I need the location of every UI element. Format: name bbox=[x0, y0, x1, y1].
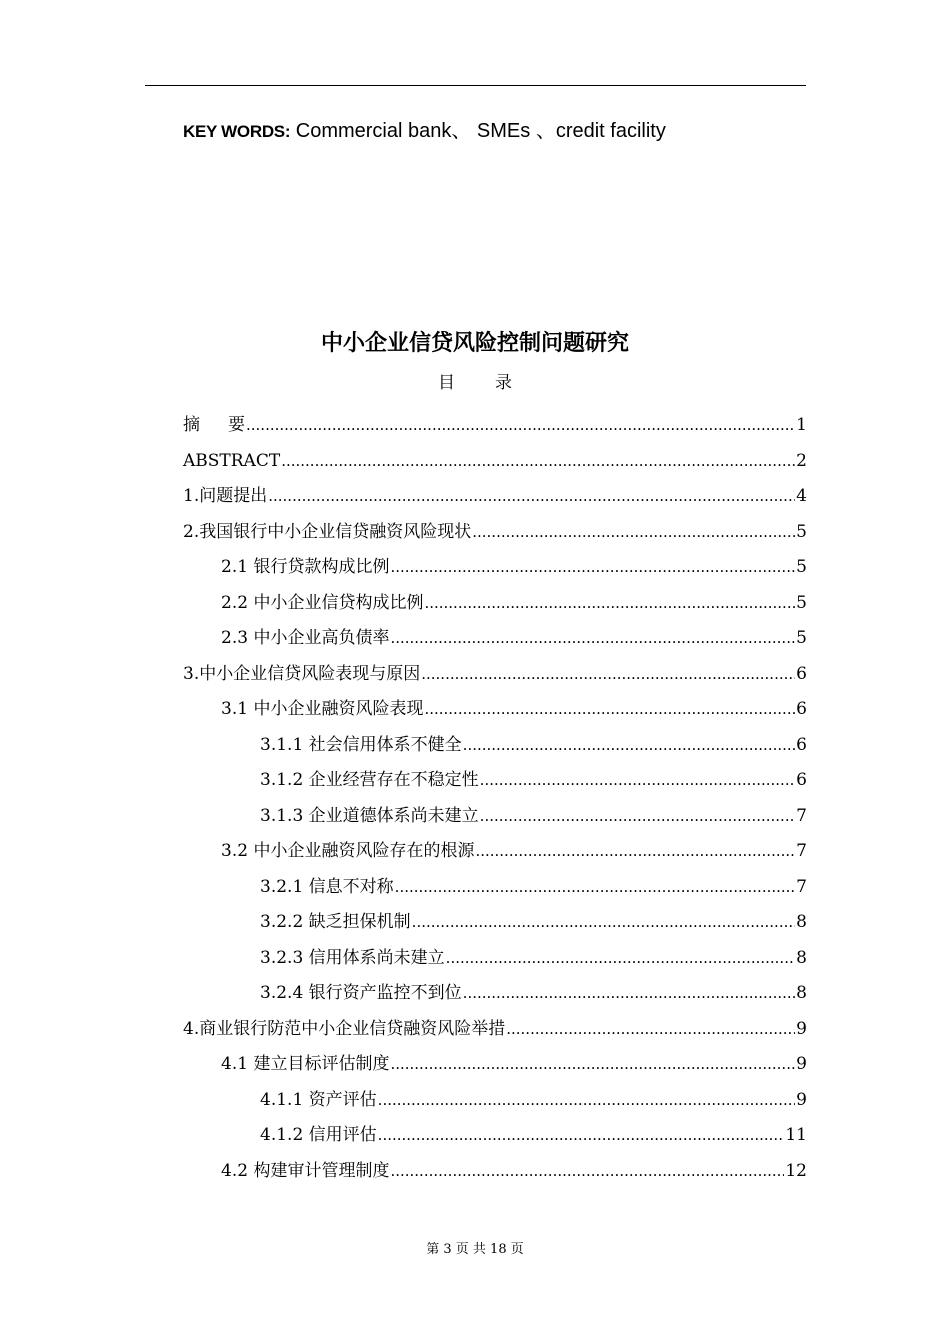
toc-entry-page: 9 bbox=[796, 1018, 807, 1039]
toc-entry-label: 2.2 中小企业信贷构成比例 bbox=[221, 592, 424, 613]
toc-leader-dots bbox=[281, 444, 795, 480]
toc-entry-label: 4.1.1 资产评估 bbox=[260, 1089, 377, 1110]
toc-entry-label: 摘要 bbox=[183, 415, 273, 435]
toc-leader-dots bbox=[463, 976, 796, 1012]
toc-leader-dots bbox=[246, 408, 795, 444]
toc-entry-label: 3.2.3 信用体系尚未建立 bbox=[260, 947, 445, 968]
toc-leader-dots bbox=[268, 479, 795, 515]
toc-entry-page: 8 bbox=[796, 947, 807, 968]
toc-entry-label: 3.中小企业信贷风险表现与原因 bbox=[183, 663, 421, 684]
toc-entry[interactable] bbox=[183, 870, 807, 906]
toc-entry[interactable] bbox=[183, 621, 807, 657]
toc-entry-label: 4.1.2 信用评估 bbox=[260, 1125, 377, 1145]
toc-leader-dots bbox=[390, 1047, 795, 1083]
toc-entry[interactable] bbox=[183, 905, 807, 941]
toc-entry-page: 8 bbox=[796, 983, 807, 1003]
toc-entry-label: 3.1.1 社会信用体系不健全 bbox=[260, 734, 462, 755]
toc-entry-page: 6 bbox=[796, 770, 807, 790]
toc-entry[interactable] bbox=[183, 1047, 807, 1083]
toc-entry[interactable] bbox=[183, 941, 807, 977]
toc-entry[interactable] bbox=[183, 1154, 807, 1190]
toc-leader-dots bbox=[390, 550, 795, 586]
page-footer: 第 3 页 共 18 页 bbox=[426, 1242, 524, 1257]
toc-entry-page: 4 bbox=[796, 486, 807, 506]
toc-entry-page: 2 bbox=[796, 450, 807, 471]
toc-entry-label: 3.1.3 企业道德体系尚未建立 bbox=[260, 805, 479, 826]
toc-entry[interactable] bbox=[183, 1118, 807, 1154]
toc-entry-page: 9 bbox=[796, 1089, 807, 1110]
toc-entry-page: 7 bbox=[796, 876, 807, 897]
toc-entry-page: 9 bbox=[796, 1054, 807, 1074]
toc-entry[interactable] bbox=[183, 1012, 807, 1048]
toc-entry[interactable] bbox=[183, 586, 807, 622]
toc-leader-dots bbox=[378, 1118, 785, 1154]
toc-leader-dots bbox=[480, 763, 796, 799]
toc-entry-label: 2.我国银行中小企业信贷融资风险现状 bbox=[183, 521, 472, 542]
toc-leader-dots bbox=[390, 1154, 784, 1190]
toc-entry-label: 3.2 中小企业融资风险存在的根源 bbox=[221, 841, 475, 861]
toc-entry-label: 3.1 中小企业融资风险表现 bbox=[221, 699, 424, 719]
keywords-line bbox=[183, 114, 666, 143]
toc-heading: 目录 bbox=[438, 373, 552, 393]
document-title: 中小企业信贷风险控制问题研究 bbox=[320, 331, 629, 356]
toc-entry-label: 3.2.4 银行资产监控不到位 bbox=[260, 983, 462, 1003]
toc-leader-dots bbox=[424, 586, 795, 622]
toc-leader-dots bbox=[446, 941, 796, 977]
toc-entry-page: 5 bbox=[796, 592, 807, 613]
toc-leader-dots bbox=[390, 621, 795, 657]
toc-entry-page: 7 bbox=[796, 805, 807, 826]
toc-entry-page: 6 bbox=[796, 699, 807, 719]
toc-entry-page: 1 bbox=[796, 415, 807, 435]
toc-leader-dots bbox=[395, 870, 796, 906]
keywords-label: KEY WORDS: bbox=[183, 122, 291, 141]
toc-leader-dots bbox=[480, 799, 796, 835]
toc-entry-page: 5 bbox=[796, 521, 807, 542]
header-rule bbox=[145, 85, 806, 86]
toc-entry[interactable] bbox=[183, 728, 807, 764]
toc-entry-label: ABSTRACT bbox=[183, 450, 281, 471]
toc-entry-label: 1.问题提出 bbox=[183, 486, 268, 506]
toc-entry[interactable] bbox=[183, 799, 807, 835]
toc-leader-dots bbox=[475, 834, 795, 870]
toc-entry[interactable] bbox=[183, 550, 807, 586]
toc-entry[interactable] bbox=[183, 657, 807, 693]
toc-leader-dots bbox=[472, 515, 795, 551]
toc-leader-dots bbox=[463, 728, 796, 764]
toc-entry-label: 2.3 中小企业高负债率 bbox=[221, 628, 390, 648]
toc-entry[interactable] bbox=[183, 834, 807, 870]
toc-entry[interactable] bbox=[183, 692, 807, 728]
toc-entry-page: 12 bbox=[785, 1160, 807, 1181]
toc-entry[interactable] bbox=[183, 479, 807, 515]
toc-entry-label: 2.1 银行贷款构成比例 bbox=[221, 557, 390, 577]
toc-entry-page: 6 bbox=[796, 663, 807, 684]
toc-leader-dots bbox=[412, 905, 796, 941]
toc-leader-dots bbox=[421, 657, 795, 693]
toc-entry-page: 6 bbox=[796, 734, 807, 755]
toc-entry-label: 3.2.2 缺乏担保机制 bbox=[260, 912, 411, 932]
toc-entry-label: 3.2.1 信息不对称 bbox=[260, 876, 394, 897]
toc-entry-label: 4.商业银行防范中小企业信贷融资风险举措 bbox=[183, 1018, 506, 1039]
toc-entry-page: 5 bbox=[796, 628, 807, 648]
toc-leader-dots bbox=[424, 692, 795, 728]
table-of-contents bbox=[183, 408, 807, 1189]
toc-entry[interactable] bbox=[183, 408, 807, 444]
toc-entry-label: 4.2 构建审计管理制度 bbox=[221, 1160, 390, 1181]
toc-entry-page: 11 bbox=[785, 1125, 807, 1145]
toc-entry-page: 8 bbox=[796, 912, 807, 932]
toc-entry-label: 3.1.2 企业经营存在不稳定性 bbox=[260, 770, 479, 790]
toc-leader-dots bbox=[378, 1083, 796, 1119]
toc-entry[interactable] bbox=[183, 444, 807, 480]
toc-entry[interactable] bbox=[183, 763, 807, 799]
toc-entry-page: 7 bbox=[796, 841, 807, 861]
toc-leader-dots bbox=[506, 1012, 795, 1048]
toc-entry-page: 5 bbox=[796, 557, 807, 577]
keywords-value: Commercial bank、 SMEs 、credit facility bbox=[290, 120, 666, 142]
toc-entry-label: 4.1 建立目标评估制度 bbox=[221, 1054, 390, 1074]
toc-entry[interactable] bbox=[183, 1083, 807, 1119]
toc-entry[interactable] bbox=[183, 976, 807, 1012]
toc-entry[interactable] bbox=[183, 515, 807, 551]
